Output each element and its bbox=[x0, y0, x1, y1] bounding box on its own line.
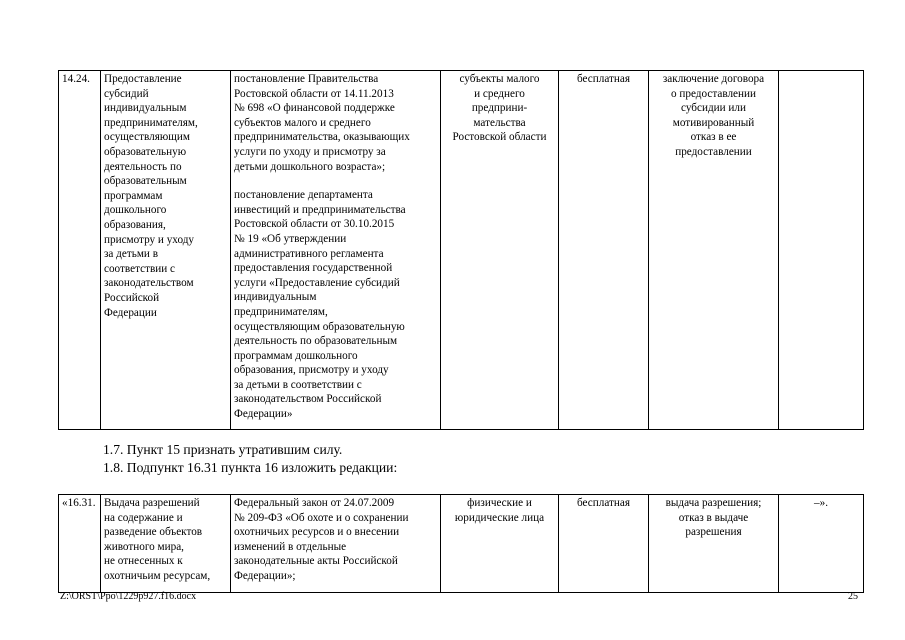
extra-column bbox=[779, 71, 864, 430]
item-number: 14.24. bbox=[59, 71, 101, 430]
page-number: 25 bbox=[848, 591, 858, 602]
recipients: физические и юридические лица bbox=[441, 495, 559, 593]
paragraph-1-7: 1.7. Пункт 15 признать утратившим силу. bbox=[103, 442, 343, 457]
table-row bbox=[59, 495, 864, 593]
item-number: «16.31. bbox=[59, 495, 101, 593]
legal-basis bbox=[231, 71, 441, 430]
extra-column: –». bbox=[779, 495, 864, 593]
service-result: заключение договора о предоставлении субсидии или мотивированный отказ в ее предоставлении bbox=[649, 71, 779, 430]
legal-basis-1: постановление Правительства Ростовской области от 14.11.2013 № 698 «О финансовой поддержке субъектов малого и среднего предпринимательства, оказывающих услуги по уходу и присмотру за детьми дошкольного возраста»; bbox=[234, 73, 410, 173]
table-row bbox=[59, 71, 864, 430]
legal-basis: Федеральный закон от 24.07.2009 № 209-ФЗ «Об охоте и о сохранении охотничьих ресурсов и о внесении изменений в отдельные законодательные акты Российской Федерации»; bbox=[231, 495, 441, 593]
payment-type: бесплатная bbox=[559, 495, 649, 593]
service-name: Предоставление субсидий индивидуальным предпринимателям, осуществляющим образовательную деятельность по образовательным программам дошкольного образования, присмотру и уходу за детьми в соответствии с законодательством Российской Федерации bbox=[101, 71, 231, 430]
recipients: субъекты малого и среднего предприни- мательства Ростовской области bbox=[441, 71, 559, 430]
services-table-1 bbox=[58, 70, 864, 430]
service-name: Выдача разрешений на содержание и разведение объектов животного мира, не отнесенных к охотничьим ресурсам, bbox=[101, 495, 231, 593]
legal-basis-2: постановление департамента инвестиций и предпринимательства Ростовской области от 30.10.2015 № 19 «Об утверждении административного регламента предоставления государственной услуги «Предоставление субсидий индивидуальным предпринимателям, осуществляющим образовательную деятельность по образовательным программам дошкольного образования, присмотру и уходу за детьми в соответствии с законодательством Российской Федерации» bbox=[234, 189, 406, 421]
services-table-2 bbox=[58, 494, 864, 593]
payment-type: бесплатная bbox=[559, 71, 649, 430]
paragraph-1-8: 1.8. Подпункт 16.31 пункта 16 изложить редакции: bbox=[103, 460, 398, 475]
service-result: выдача разрешения; отказ в выдаче разрешения bbox=[649, 495, 779, 593]
footer-file-path: Z:\ORST\Ppo\1229p927.f16.docx bbox=[60, 591, 197, 602]
